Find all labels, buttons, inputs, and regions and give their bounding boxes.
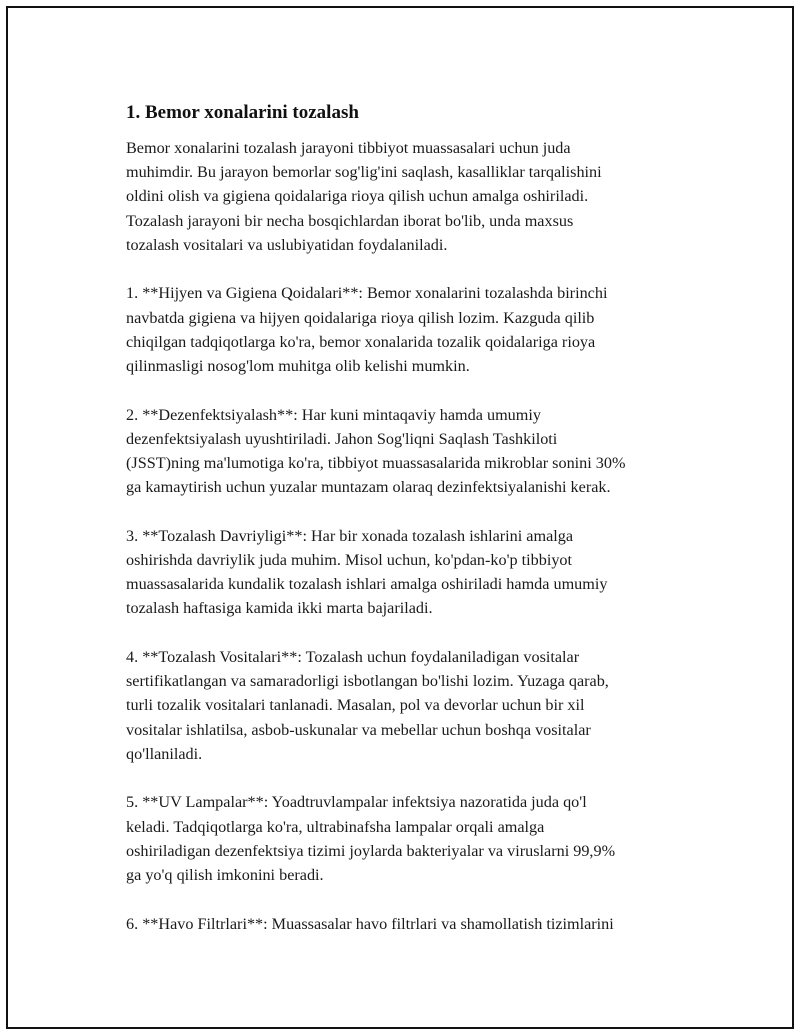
text-line: sertifikatlangan va samaradorligi isbotlangan bo'lishi lozim. Yuzaga qarab, [126, 672, 609, 691]
text-line: muhimdir. Bu jarayon bemorlar sog'lig'ini saqlash, kasalliklar tarqalishini [126, 163, 602, 182]
text-line: ga kamaytirish uchun yuzalar muntazam olaraq dezinfektsiyalanishi kerak. [126, 478, 611, 497]
text-line: chiqilgan tadqiqotlarga ko'ra, bemor xonalarida tozalik qoidalariga rioya [126, 332, 596, 351]
text-line: oshiriladigan dezenfektsiya tizimi joylarda bakteriyalar va viruslarni 99,9% [126, 841, 616, 860]
text-line: qo'llaniladi. [126, 744, 203, 763]
paragraph [126, 645, 706, 766]
document-body [126, 100, 706, 936]
text-line: muassasalarida kundalik tozalash ishlari amalga oshiriladi hamda umumiy [126, 575, 608, 594]
paragraph-list [126, 136, 706, 936]
text-line: oldini olish va gigiena qoidalariga rioya qilish uchun amalga oshiriladi. [126, 187, 589, 206]
text-line: vositalar ishlatilsa, asbob-uskunalar va mebellar uchun boshqa vositalar [126, 720, 591, 739]
page-frame [6, 6, 794, 1029]
text-line: keladi. Tadqiqotlarga ko'ra, ultrabinafsha lampalar orqali amalga [126, 817, 545, 836]
text-line: 1. **Hijyen va Gigiena Qoidalari**: Bemor xonalarini tozalashda birinchi [126, 284, 608, 303]
text-line: Tozalash jarayoni bir necha bosqichlardan iborat bo'lib, unda maxsus [126, 211, 574, 230]
text-line: 4. **Tozalash Vositalari**: Tozalash uchun foydalaniladigan vositalar [126, 648, 580, 667]
text-line: dezenfektsiyalash uyushtiriladi. Jahon Sog'liqni Saqlash Tashkiloti [126, 429, 558, 448]
paragraph [126, 403, 706, 500]
text-line: tozalash vositalari va uslubiyatidan foydalaniladi. [126, 235, 448, 254]
paragraph [126, 281, 706, 378]
text-line: (JSST)ning ma'lumotiga ko'ra, tibbiyot muassasalarida mikroblar sonini 30% [126, 454, 626, 473]
paragraph [126, 136, 706, 257]
paragraph [126, 790, 706, 887]
text-line: tozalash haftasiga kamida ikki marta bajariladi. [126, 599, 433, 618]
text-line: ga yo'q qilish imkonini beradi. [126, 866, 324, 885]
text-line: oshirishda davriylik juda muhim. Misol uchun, ko'pdan-ko'p tibbiyot [126, 551, 573, 570]
text-line: turli tozalik vositalari tanlanadi. Masalan, pol va devorlar uchun bir xil [126, 696, 585, 715]
text-line: navbatda gigiena va hijyen qoidalariga rioya qilish lozim. Kazguda qilib [126, 308, 595, 327]
text-line: Bemor xonalarini tozalash jarayoni tibbiyot muassasalari uchun juda [126, 139, 571, 157]
section-heading: 1. Bemor xonalarini tozalash [126, 102, 359, 123]
text-line: 5. **UV Lampalar**: Yoadtruvlampalar infektsiya nazoratida juda qo'l [126, 793, 587, 812]
text-line: 6. **Havo Filtrlari**: Muassasalar havo filtrlari va shamollatish tizimlarini [126, 914, 614, 933]
paragraph [126, 912, 706, 936]
text-line: 2. **Dezenfektsiyalash**: Har kuni mintaqaviy hamda umumiy [126, 405, 541, 424]
paragraph [126, 524, 706, 621]
text-line: qilinmasligi nosog'lom muhitga olib kelishi mumkin. [126, 357, 470, 376]
text-line: 3. **Tozalash Davriyligi**: Har bir xonada tozalash ishlarini amalga [126, 526, 574, 545]
